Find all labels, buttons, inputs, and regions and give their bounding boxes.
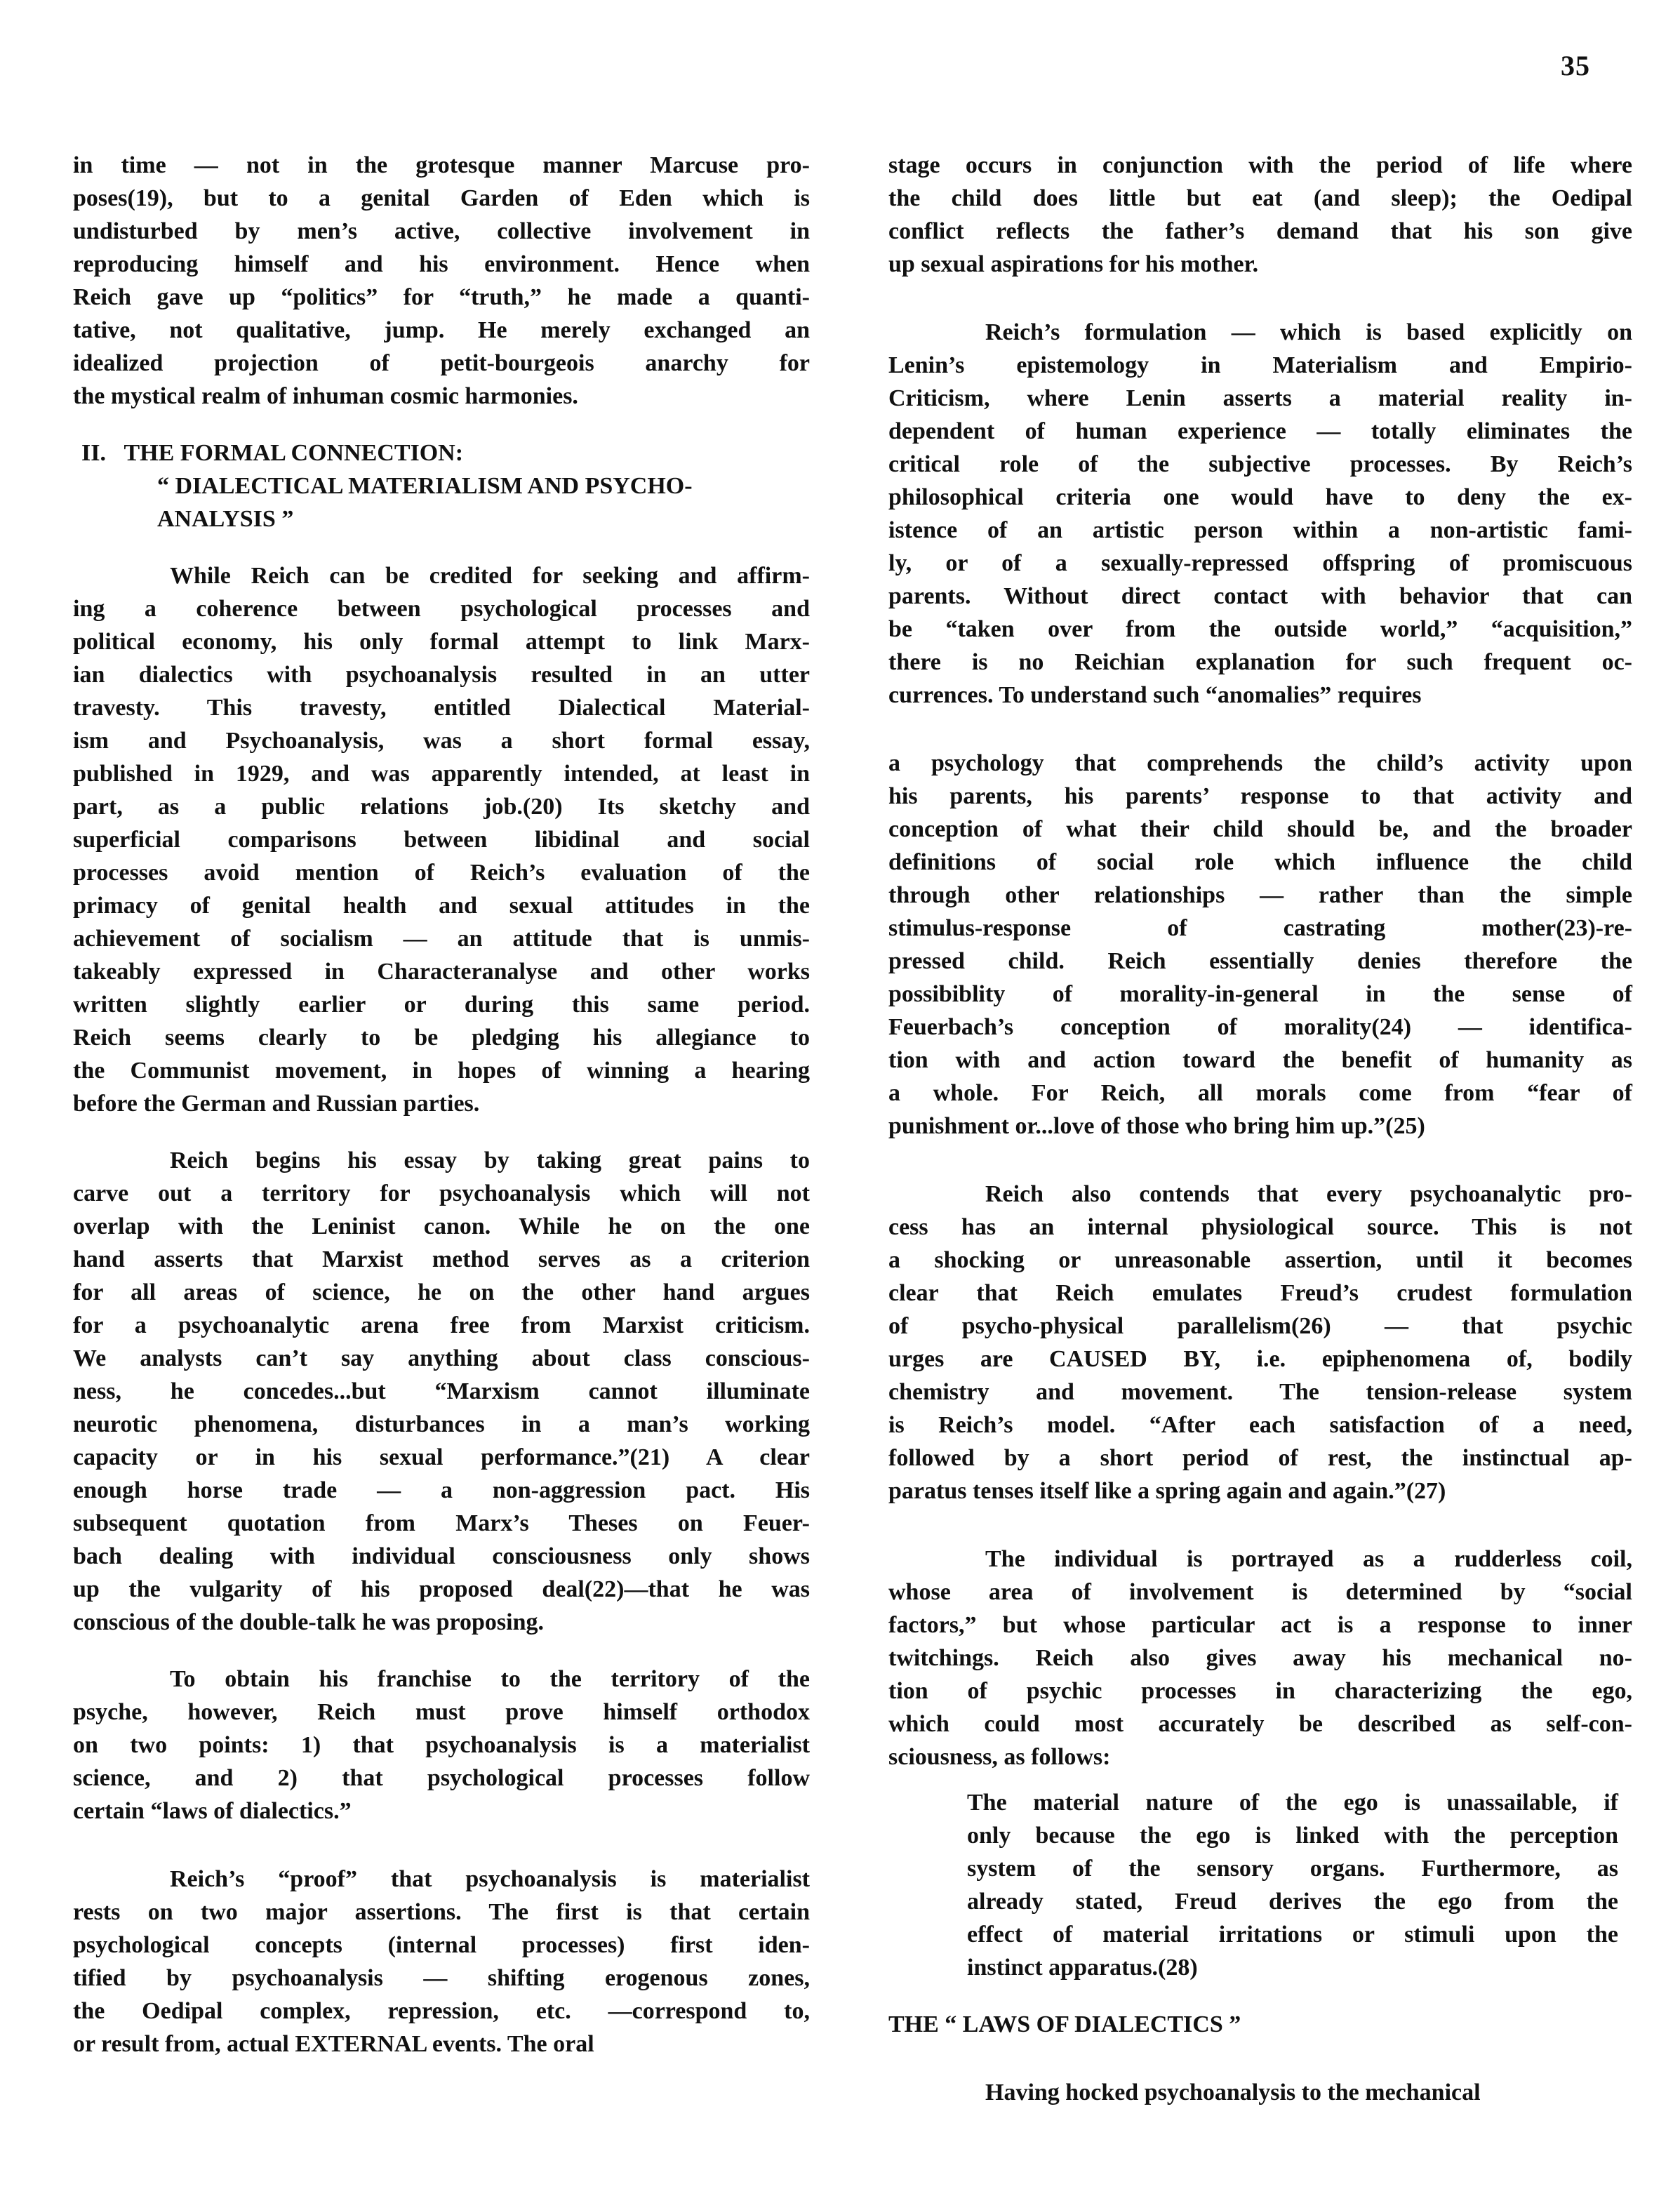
text-line: Reich seems clearly to be pledging his allegiance to	[73, 1025, 810, 1051]
text-line: ing a coherence between psychological processes and	[73, 596, 810, 622]
text-line: currences. To understand such “anomalies” requires	[888, 682, 1422, 708]
text-line: Reich’s “proof” that psychoanalysis is materialist	[170, 1866, 810, 1892]
text-line: To obtain his franchise to the territory of the	[170, 1666, 810, 1692]
text-line: reproducing himself and his environment. Hence when	[73, 251, 810, 277]
text-line: the child does little but eat (and sleep); the Oedipal	[888, 185, 1632, 211]
text-line: enough horse trade — a non-aggression pact. His	[73, 1477, 810, 1503]
text-line: Reich’s formulation — which is based explicitly on	[985, 319, 1632, 345]
text-line: conscious of the double-talk he was proposing.	[73, 1609, 544, 1635]
text-line: Lenin’s epistemology in Materialism and Empirio-	[888, 352, 1632, 378]
paragraph	[888, 747, 1632, 1143]
text-line: The individual is portrayed as a rudderless coil,	[985, 1546, 1632, 1572]
text-line: is Reich’s model. “After each satisfaction of a need,	[888, 1412, 1632, 1438]
text-columns	[73, 149, 1632, 2109]
text-line: idealized projection of petit-bourgeois anarchy for	[73, 350, 810, 376]
text-line: istence of an artistic person within a non-artistic fami-	[888, 517, 1632, 543]
text-line: before the German and Russian parties.	[73, 1091, 480, 1117]
text-line: possibiblity of morality-in-general in the sense of	[888, 981, 1632, 1007]
text-line: cess has an internal physiological source. This is not	[888, 1214, 1632, 1240]
text-line: Having hocked psychoanalysis to the mechanical	[985, 2079, 1481, 2105]
text-line: science, and 2) that psychological processes follow	[73, 1765, 810, 1791]
text-line: through other relationships — rather than the simple	[888, 882, 1632, 908]
paragraph	[888, 1543, 1632, 1774]
text-line: urges are CAUSED BY, i.e. epiphenomena of, bodily	[888, 1346, 1632, 1372]
text-line: of psycho-physical parallelism(26) — that psychic	[888, 1313, 1632, 1339]
text-line: twitchings. Reich also gives away his mechanical no-	[888, 1645, 1632, 1671]
text-line: undisturbed by men’s active, collective involvement in	[73, 218, 810, 244]
text-line: “ DIALECTICAL MATERIALISM AND PSYCHO-	[157, 473, 693, 499]
text-line: up sexual aspirations for his mother.	[888, 251, 1259, 277]
paragraph	[73, 149, 810, 413]
paragraph	[73, 559, 810, 1120]
paragraph	[888, 1178, 1632, 1508]
text-line: certain “laws of dialectics.”	[73, 1798, 352, 1824]
text-line: ism and Psychoanalysis, was a short formal essay,	[73, 728, 810, 754]
text-line: on two points: 1) that psychoanalysis is a materialist	[73, 1732, 810, 1758]
text-line: The material nature of the ego is unassailable, if	[967, 1790, 1618, 1816]
text-line: the Communist movement, in hopes of winning a hearing	[73, 1058, 810, 1084]
text-line: sciousness, as follows:	[888, 1744, 1111, 1770]
text-line: stage occurs in conjunction with the period of life where	[888, 152, 1632, 178]
text-line: definitions of social role which influence the child	[888, 849, 1632, 875]
text-line: travesty. This travesty, entitled Dialectical Material-	[73, 695, 810, 721]
text-line: ANALYSIS ”	[157, 506, 294, 532]
text-line: already stated, Freud derives the ego from the	[967, 1889, 1618, 1915]
text-line: Reich gave up “politics” for “truth,” he made a quanti-	[73, 284, 810, 310]
text-line: Reich begins his essay by taking great pains to	[170, 1147, 810, 1173]
text-line: ness, he concedes...but “Marxism cannot illuminate	[73, 1378, 810, 1404]
text-line: psyche, however, Reich must prove himself orthodox	[73, 1699, 810, 1725]
text-line: rests on two major assertions. The first is that certain	[73, 1899, 810, 1925]
text-line: neurotic phenomena, disturbances in a man’s working	[73, 1411, 810, 1437]
text-line: philosophical criteria one would have to deny the ex-	[888, 484, 1632, 510]
paragraph	[73, 1863, 810, 2061]
text-line: While Reich can be credited for seeking and affirm-	[170, 563, 810, 589]
text-line: effect of material irritations or stimuli upon the	[967, 1922, 1618, 1948]
text-line: punishment or...love of those who bring him up.”(25)	[888, 1113, 1425, 1139]
section-heading	[73, 437, 810, 535]
paragraph	[888, 2076, 1632, 2109]
text-line: factors,” but whose particular act is a response to inner	[888, 1612, 1632, 1638]
text-line: the mystical realm of inhuman cosmic harmonies.	[73, 383, 578, 409]
text-line: chemistry and movement. The tension-release system	[888, 1379, 1632, 1405]
text-line: part, as a public relations job.(20) Its sketchy and	[73, 794, 810, 820]
text-line: hand asserts that Marxist method serves as a criterion	[73, 1246, 810, 1272]
text-line: Reich also contends that every psychoanalytic pro-	[985, 1181, 1632, 1207]
text-line: dependent of human experience — totally eliminates the	[888, 418, 1632, 444]
text-line: followed by a short period of rest, the instinctual ap-	[888, 1445, 1632, 1471]
text-line: for all areas of science, he on the other hand argues	[73, 1279, 810, 1305]
text-line: written slightly earlier or during this same period.	[73, 992, 810, 1018]
text-line: THE “ LAWS OF DIALECTICS ”	[888, 2011, 1241, 2037]
text-line: bach dealing with individual consciousness only shows	[73, 1543, 810, 1569]
block-quote	[967, 1786, 1618, 1984]
text-line: for a psychoanalytic arena free from Marxist criticism.	[73, 1312, 810, 1338]
paragraph	[73, 1144, 810, 1639]
text-line: processes avoid mention of Reich’s evaluation of the	[73, 860, 810, 886]
text-line: or result from, actual EXTERNAL events. The oral	[73, 2031, 594, 2057]
text-line: tified by psychoanalysis — shifting erogenous zones,	[73, 1965, 810, 1991]
text-line: clear that Reich emulates Freud’s crudest formulation	[888, 1280, 1632, 1306]
text-line: the Oedipal complex, repression, etc. —correspond to,	[73, 1998, 810, 2024]
column-left	[73, 149, 810, 2109]
text-line: takeably expressed in Characteranalyse and other works	[73, 959, 810, 985]
text-line: instinct apparatus.(28)	[967, 1955, 1198, 1981]
text-line: Criticism, where Lenin asserts a material reality in-	[888, 385, 1632, 411]
text-line: overlap with the Leninist canon. While he on the one	[73, 1213, 810, 1239]
text-line: parents. Without direct contact with behavior that can	[888, 583, 1632, 609]
paragraph	[888, 316, 1632, 712]
text-line: which could most accurately be described as self-con-	[888, 1711, 1632, 1737]
text-line: tion of psychic processes in characterizing the ego,	[888, 1678, 1632, 1704]
text-line: II. THE FORMAL CONNECTION:	[81, 440, 464, 466]
text-line: paratus tenses itself like a spring again and again.”(27)	[888, 1478, 1446, 1504]
text-line: a shocking or unreasonable assertion, until it becomes	[888, 1247, 1632, 1273]
text-line: capacity or in his sexual performance.”(21) A clear	[73, 1444, 810, 1470]
text-line: Feuerbach’s conception of morality(24) — identifica-	[888, 1014, 1632, 1040]
text-line: achievement of socialism — an attitude that is unmis-	[73, 926, 810, 952]
text-line: a psychology that comprehends the child’s activity upon	[888, 750, 1632, 776]
text-line: ly, or of a sexually-repressed offspring of promiscuous	[888, 550, 1632, 576]
text-line: primacy of genital health and sexual attitudes in the	[73, 893, 810, 919]
subheading	[888, 2008, 1632, 2041]
text-line: superficial comparisons between libidinal and social	[73, 827, 810, 853]
text-line: a whole. For Reich, all morals come from “fear of	[888, 1080, 1632, 1106]
text-line: in time — not in the grotesque manner Marcuse pro-	[73, 152, 810, 178]
paragraph	[888, 149, 1632, 281]
text-line: system of the sensory organs. Furthermore, as	[967, 1856, 1618, 1882]
text-line: conflict reflects the father’s demand that his son give	[888, 218, 1632, 244]
text-line: tative, not qualitative, jump. He merely exchanged an	[73, 317, 810, 343]
page-number: 35	[1561, 50, 1590, 81]
text-line: published in 1929, and was apparently intended, at least in	[73, 761, 810, 787]
text-line: only because the ego is linked with the perception	[967, 1823, 1618, 1849]
text-line: ian dialectics with psychoanalysis resulted in an utter	[73, 662, 810, 688]
text-line: subsequent quotation from Marx’s Theses on Feuer-	[73, 1510, 810, 1536]
text-line: psychological concepts (internal processes) first iden-	[73, 1932, 810, 1958]
text-line: critical role of the subjective processes. By Reich’s	[888, 451, 1632, 477]
text-line: pressed child. Reich essentially denies therefore the	[888, 948, 1632, 974]
text-line: stimulus-response of castrating mother(23)-re-	[888, 915, 1632, 941]
text-line: political economy, his only formal attempt to link Marx-	[73, 629, 810, 655]
text-line: carve out a territory for psychoanalysis which will not	[73, 1180, 810, 1206]
paragraph	[73, 1663, 810, 1828]
text-line: poses(19), but to a genital Garden of Eden which is	[73, 185, 810, 211]
column-right	[888, 149, 1632, 2109]
text-line: conception of what their child should be, and the broader	[888, 816, 1632, 842]
text-line: be “taken over from the outside world,” “acquisition,”	[888, 616, 1632, 642]
text-line: tion with and action toward the benefit of humanity as	[888, 1047, 1632, 1073]
text-line: there is no Reichian explanation for such frequent oc-	[888, 649, 1632, 675]
text-line: his parents, his parents’ response to that activity and	[888, 783, 1632, 809]
text-line: up the vulgarity of his proposed deal(22)—that he was	[73, 1576, 810, 1602]
text-line: whose area of involvement is determined by “social	[888, 1579, 1632, 1605]
text-line: We analysts can’t say anything about class conscious-	[73, 1345, 810, 1371]
